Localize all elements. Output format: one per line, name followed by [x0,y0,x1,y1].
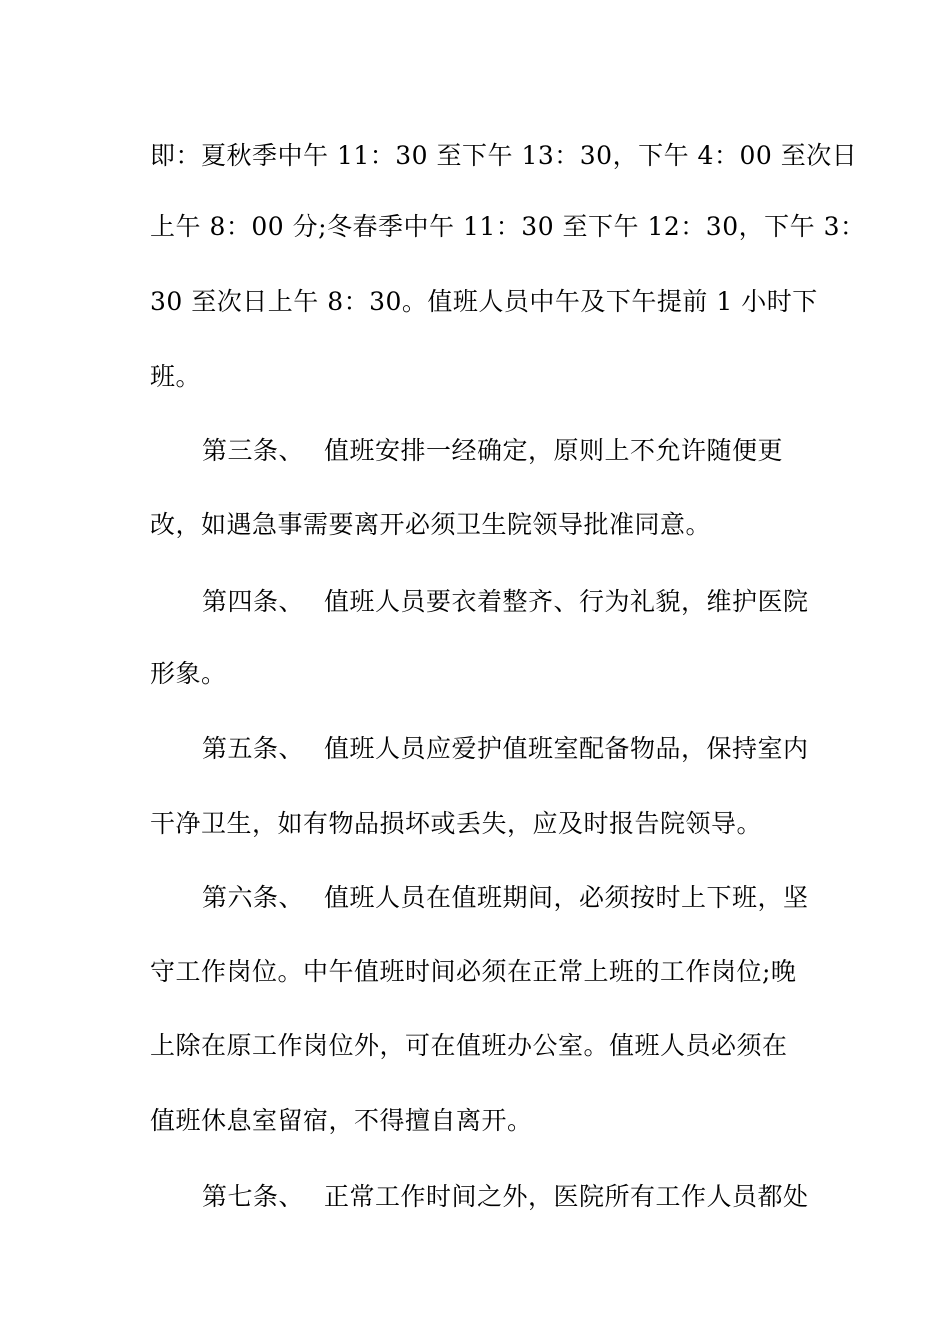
text-line: 30 至次日上午 8：30。值班人员中午及下午提前 1 小时下 [150,287,818,316]
article-text: 值班人员应爱护值班室配备物品，保持室内 [324,734,809,763]
text-line: 形象。 [150,659,227,688]
text-line: 改，如遇急事需要离开必须卫生院领导批准同意。 [150,510,712,539]
article-number: 第三条、 [202,436,305,465]
article-7-paragraph [202,1182,809,1212]
text-line: 守工作岗位。中午值班时间必须在正常上班的工作岗位;晚 [150,957,797,986]
article-4-paragraph [202,587,809,617]
text-line: 值班休息室留宿，不得擅自离开。 [150,1106,533,1135]
article-text: 值班人员在值班期间，必须按时上下班，坚 [324,883,809,912]
article-6-paragraph [202,883,809,913]
text-line: 干净卫生，如有物品损坏或丢失，应及时报告院领导。 [150,809,763,838]
article-number: 第五条、 [202,734,305,763]
text-line: 班。 [150,362,202,391]
article-3-paragraph [202,436,783,466]
article-5-paragraph [202,734,809,764]
text-line: 上除在原工作岗位外，可在值班办公室。值班人员必须在 [150,1031,788,1060]
article-number: 第四条、 [202,587,305,616]
article-text: 值班安排一经确定，原则上不允许随便更 [324,436,784,465]
article-number: 第六条、 [202,883,305,912]
article-text: 正常工作时间之外，医院所有工作人员都处 [324,1182,809,1211]
text-line: 即：夏秋季中午 11：30 至下午 13：30，下午 4：00 至次日 [150,141,858,170]
text-line: 上午 8：00 分;冬春季中午 11：30 至下午 12：30，下午 3： [150,212,866,241]
article-text: 值班人员要衣着整齐、行为礼貌，维护医院 [324,587,809,616]
article-number: 第七条、 [202,1182,305,1211]
